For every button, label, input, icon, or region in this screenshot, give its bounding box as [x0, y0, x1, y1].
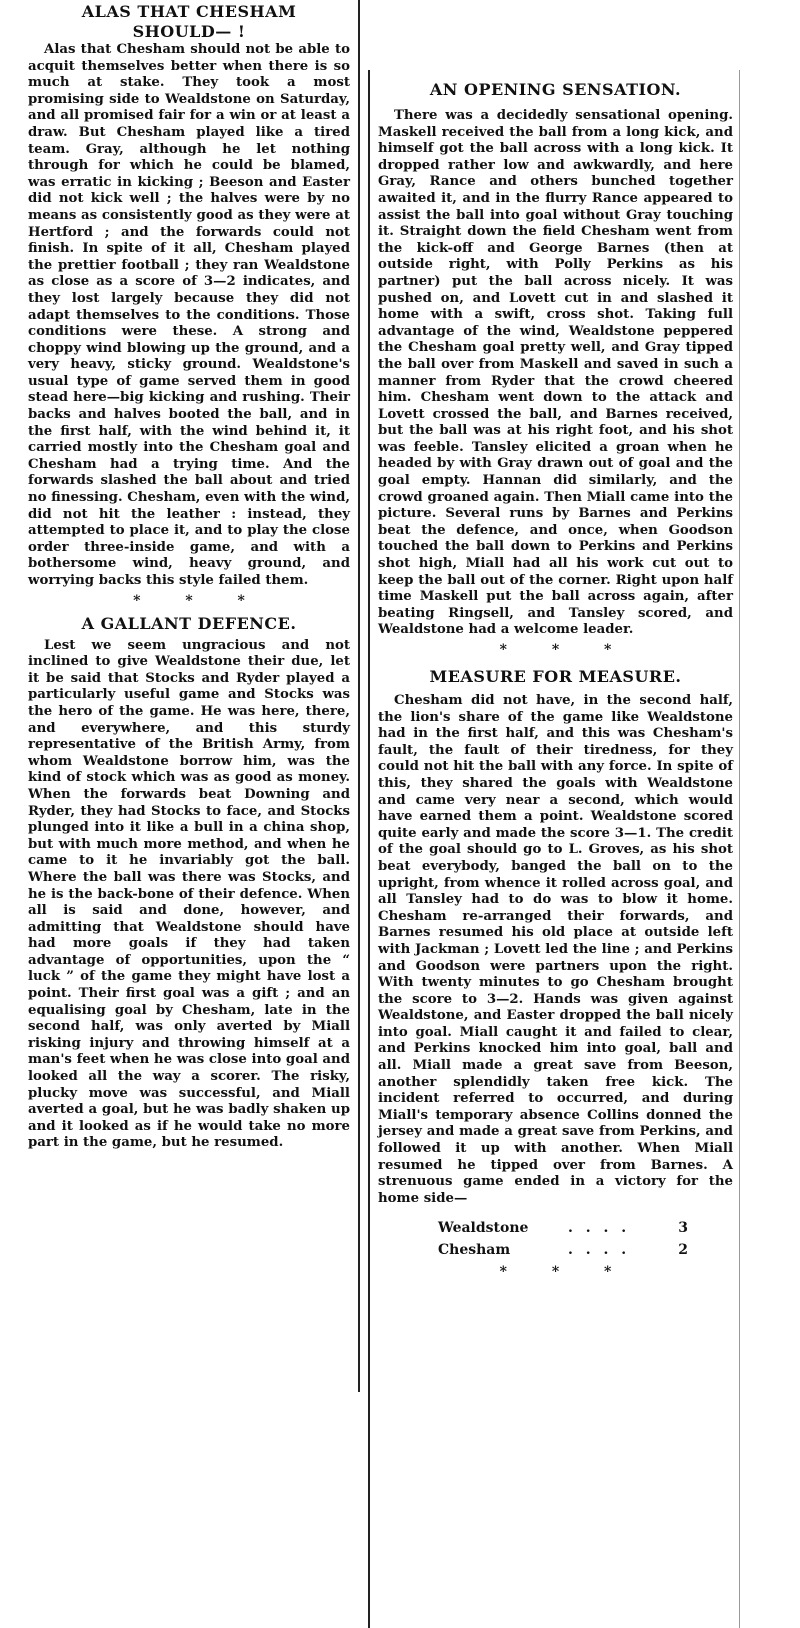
article-title-line1: ALAS THAT CHESHAM [81, 2, 297, 21]
section4-heading: MEASURE FOR MEASURE. [429, 667, 682, 686]
team-goals: 3 [678, 1220, 688, 1237]
section4-paragraph: Chesham did not have, in the second half, the lion's share of the game like Wealdstone had in the first half, and this was Chesham's fault, the fault of their tiredness, for they could not hit the ball with any force. In spite of this, they shared the goals with Wealdstone and came very near a second, which would have earned them a point. Wealdstone scored quite early and made the score 3—1. The credit of the goal should go to L. Groves, as his shot beat everybody, banged the ball on to the upright, from whence it rolled across goal, and all Tansley had to do was to blow it home. Chesham re-arranged their forwards, and Barnes resumed his old place at outside left with Jackman ; Lovett led the line ; and Perkins and Goodson were partners upon the right. With twenty minutes to go Chesham brought the score to 3—2. Hands was given against Wealdstone, and Easter dropped the ball nicely into goal. Miall caught it and failed to clear, and Perkins knocked him into goal, ball and all. Miall made a great save from Beeson, another splendidly taken free kick. The incident referred to occurred, and during Miall's temporary absence Collins donned the jersey and made a great save from Perkins, and followed it up with another. When Miall resumed he tipped over from Barnes. A strenuous game ended in a victory for the home side— [378, 693, 733, 1206]
score-row-chesham [438, 1239, 688, 1261]
section3-heading: AN OPENING SENSATION. [429, 80, 682, 99]
right-column [368, 70, 740, 1628]
team-goals: 2 [678, 1242, 688, 1259]
team-name: Wealdstone [438, 1220, 529, 1237]
score-row-wealdstone [438, 1217, 688, 1239]
leader-dots: . . . . [568, 1242, 631, 1259]
final-score-table [438, 1217, 688, 1261]
article-title [28, 2, 350, 42]
section2-heading: A GALLANT DEFENCE. [81, 613, 297, 633]
section-divider: * * * [499, 1264, 632, 1281]
section2-paragraph: Lest we seem ungracious and not inclined to give Wealdstone their due, let it be said that Stocks and Ryder played a particularly useful game and Stocks was the hero of the game. He was here, there, and everywhere, and this sturdy representative of the British Army, from whom Wealdstone borrow him, was the kind of stock which was as good as money. When the forwards beat Downing and Ryder, they had Stocks to face, and Stocks plunged into it like a bull in a china shop, but with much more method, and when he came to it he invariably got the ball. Where the ball was there was Stocks, and he is the back-bone of their defence. When all is said and done, however, and admitting that Wealdstone should have had more goals if they had taken advantage of opportunities, upon the “ luck ” of the game they might have lost a point. Their first goal was a gift ; and an equalising goal by Chesham, late in the second half, was only averted by Miall risking injury and throwing himself at a man's feet when he was close into goal and looked all the way a scorer. The risky, plucky move was successful, and Miall averted a goal, but he was badly shaken up and it looked as if he would take no more part in the game, but he resumed. [28, 637, 350, 1151]
left-column [22, 0, 360, 1392]
team-name: Chesham [438, 1242, 511, 1259]
section1-paragraph: Alas that Chesham should not be able to acquit themselves better when there is so much at stake. They took a most promising side to Wealdstone on Saturday, and all promised fair for a win or at least a draw. But Chesham played like a tired team. Gray, although he let nothing through for which he could be blamed, was erratic in kicking ; Beeson and Easter did not kick well ; the halves were by no means as consistently good as they were at Hertford ; and the forwards could not finish. In spite of it all, Chesham played the prettier football ; they ran Wealdstone as close as a score of 3—2 indicates, and they lost largely because they did not adapt themselves to the conditions. Those conditions were these. A strong and choppy wind blowing up the ground, and a very heavy, sticky ground. Wealdstone's usual type of game served them in good stead here—big kicking and rushing. Their backs and halves booted the ball, and in the first half, with the wind behind it, it carried mostly into the Chesham goal and Chesham had a trying time. And the forwards slashed the ball about and tried no finessing. Chesham, even with the wind, did not hit the leather : instead, they attempted to place it, and to play the close order three-inside game, and with a bothersome wind, heavy ground, and worrying backs this style failed them. [28, 42, 350, 588]
section-divider: * * * [499, 642, 632, 658]
section-divider: * * * [133, 592, 265, 609]
leader-dots: . . . . [568, 1220, 631, 1237]
section3-paragraph: There was a decidedly sensational opening. Maskell received the ball from a long kick, and himself got the ball across with a long kick. It dropped rather low and awkwardly, and here Gray, Rance and others bunched together awaited it, and in the flurry Rance appeared to assist the ball into goal without Gray touching it. Straight down the field Chesham went from the kick-off and George Barnes (then at outside right, with Polly Perkins as his partner) put the ball across nicely. It was pushed on, and Lovett cut in and slashed it home with a swift, cross shot. Taking full advantage of the wind, Wealdstone peppered the Chesham goal pretty well, and Gray tipped the ball over from Maskell and saved in such a manner from Ryder that the crowd cheered him. Chesham went down to the attack and Lovett crossed the ball, and Barnes received, but the ball was at his right foot, and his shot was feeble. Tansley elicited a groan when he headed by with Gray drawn out of goal and the goal empty. Hannan did similarly, and the crowd groaned again. Then Miall came into the picture. Several runs by Barnes and Perkins beat the defence, and once, when Goodson touched the ball down to Perkins and Perkins shot high, Miall had all his work cut out to keep the ball out of the corner. Right upon half time Maskell put the ball across again, after beating Ringsell, and Tansley scored, and Wealdstone had a welcome leader. [378, 108, 733, 638]
article-title-line2: SHOULD— ! [132, 22, 246, 41]
